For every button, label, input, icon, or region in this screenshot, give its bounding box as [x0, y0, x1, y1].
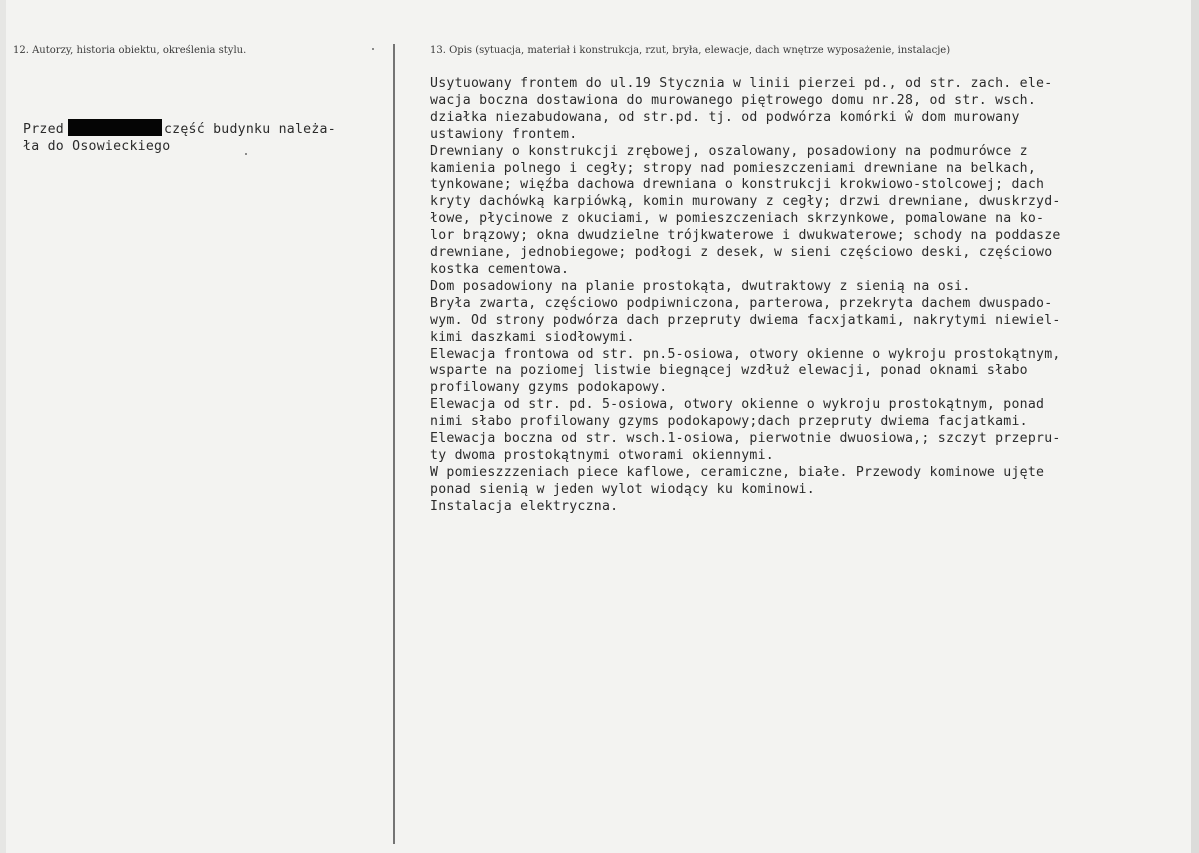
description-line: kostka cementowa.: [430, 261, 570, 277]
history-text-after: część budynku należa-: [163, 122, 336, 137]
description-line: kimi daszkami siodłowymi.: [430, 329, 635, 345]
description-line: Instalacja elektryczna.: [430, 498, 619, 514]
description-line: nimi słabo profilowany gzyms podokapowy;dach przepruty dwiema facjatkami.: [430, 414, 1028, 430]
history-text: [23, 119, 336, 156]
description-text: [430, 76, 1061, 516]
description-line: działka niezabudowana, od str.pd. tj. od podwórza komórki ŵ dom murowany: [430, 109, 1020, 125]
redaction-bar: [68, 119, 162, 136]
history-text-before: Przed: [23, 122, 64, 137]
description-line: drewniane, jednobiegowe; podłogi z desek, w sieni częściowo deski, częściowo: [430, 245, 1053, 261]
description-line: Drewniany o konstrukcji zrębowej, oszalowany, posadowiony na podmurówce z: [430, 143, 1028, 159]
description-line: Usytuowany frontem do ul.19 Stycznia w linii pierzei pd., od str. zach. ele-: [430, 76, 1053, 91]
column-divider: [393, 44, 395, 844]
description-line: Elewacja boczna od str. wsch.1-osiowa, pierwotnie dwuosiowa,; szczyt przepru-: [430, 431, 1061, 447]
description-line: Elewacja frontowa od str. pn.5-osiowa, otwory okienne o wykroju prostokątnym,: [430, 346, 1061, 362]
description-line: kryty dachówką karpiówką, komin murowany z cegły; drzwi drewniane, dwuskrzyd-: [430, 194, 1061, 210]
description-line: ponad sienią w jeden wylot wiodący ku kominowi.: [430, 481, 815, 497]
description-line: wacja boczna dostawiona do murowanego piętrowego domu nr.28, od str. wsch.: [430, 92, 1037, 108]
description-line: łowe, płycinowe z okuciami, w pomieszczeniach skrzynkowe, pomalowane na ko-: [430, 211, 1045, 227]
description-line: wym. Od strony podwórza dach przepruty dwiema facxjatkami, nakrytymi niewiel-: [430, 312, 1061, 328]
description-line: tynkowane; więźba dachowa drewniana o konstrukcji krokwiowo-stolcowej; dach: [430, 177, 1045, 193]
description-line: wsparte na poziomej listwie biegnącej wzdłuż elewacji, ponad oknami słabo: [430, 363, 1028, 379]
description-line: ty dwoma prostokątnymi otworami okiennymi.: [430, 447, 774, 463]
description-line: profilowany gzyms podokapowy.: [430, 380, 668, 396]
description-line: Dom posadowiony na planie prostokąta, dwutraktowy z sienią na osi.: [430, 278, 971, 294]
description-line: Elewacja od str. pd. 5-osiowa, otwory okienne o wykroju prostokątnym, ponad: [430, 397, 1045, 413]
description-line: kamienia polnego i cegły; stropy nad pomieszczeniami drewniane na belkach,: [430, 160, 1037, 176]
history-text-line2: ła do Osowieckiego: [23, 138, 171, 154]
description-line: W pomieszzzeniach piece kaflowe, ceramiczne, białe. Przewody kominowe ujęte: [430, 464, 1045, 480]
description-line: Bryła zwarta, częściowo podpiwniczona, parterowa, przekryta dachem dwuspado-: [430, 295, 1053, 311]
section-12-header: 12. Autorzy, historia obiektu, określenia stylu.: [13, 45, 247, 56]
description-line: lor brązowy; okna dwudzielne trójkwaterowe i dwukwaterowe; schody na poddasze: [430, 228, 1061, 244]
margin-mark: [372, 48, 374, 50]
section-13-header: 13. Opis (sytuacja, materiał i konstrukcja, rzut, bryła, elewacje, dach wnętrze wyposażenie, instalacje): [430, 45, 951, 56]
description-line: ustawiony frontem.: [430, 126, 578, 142]
